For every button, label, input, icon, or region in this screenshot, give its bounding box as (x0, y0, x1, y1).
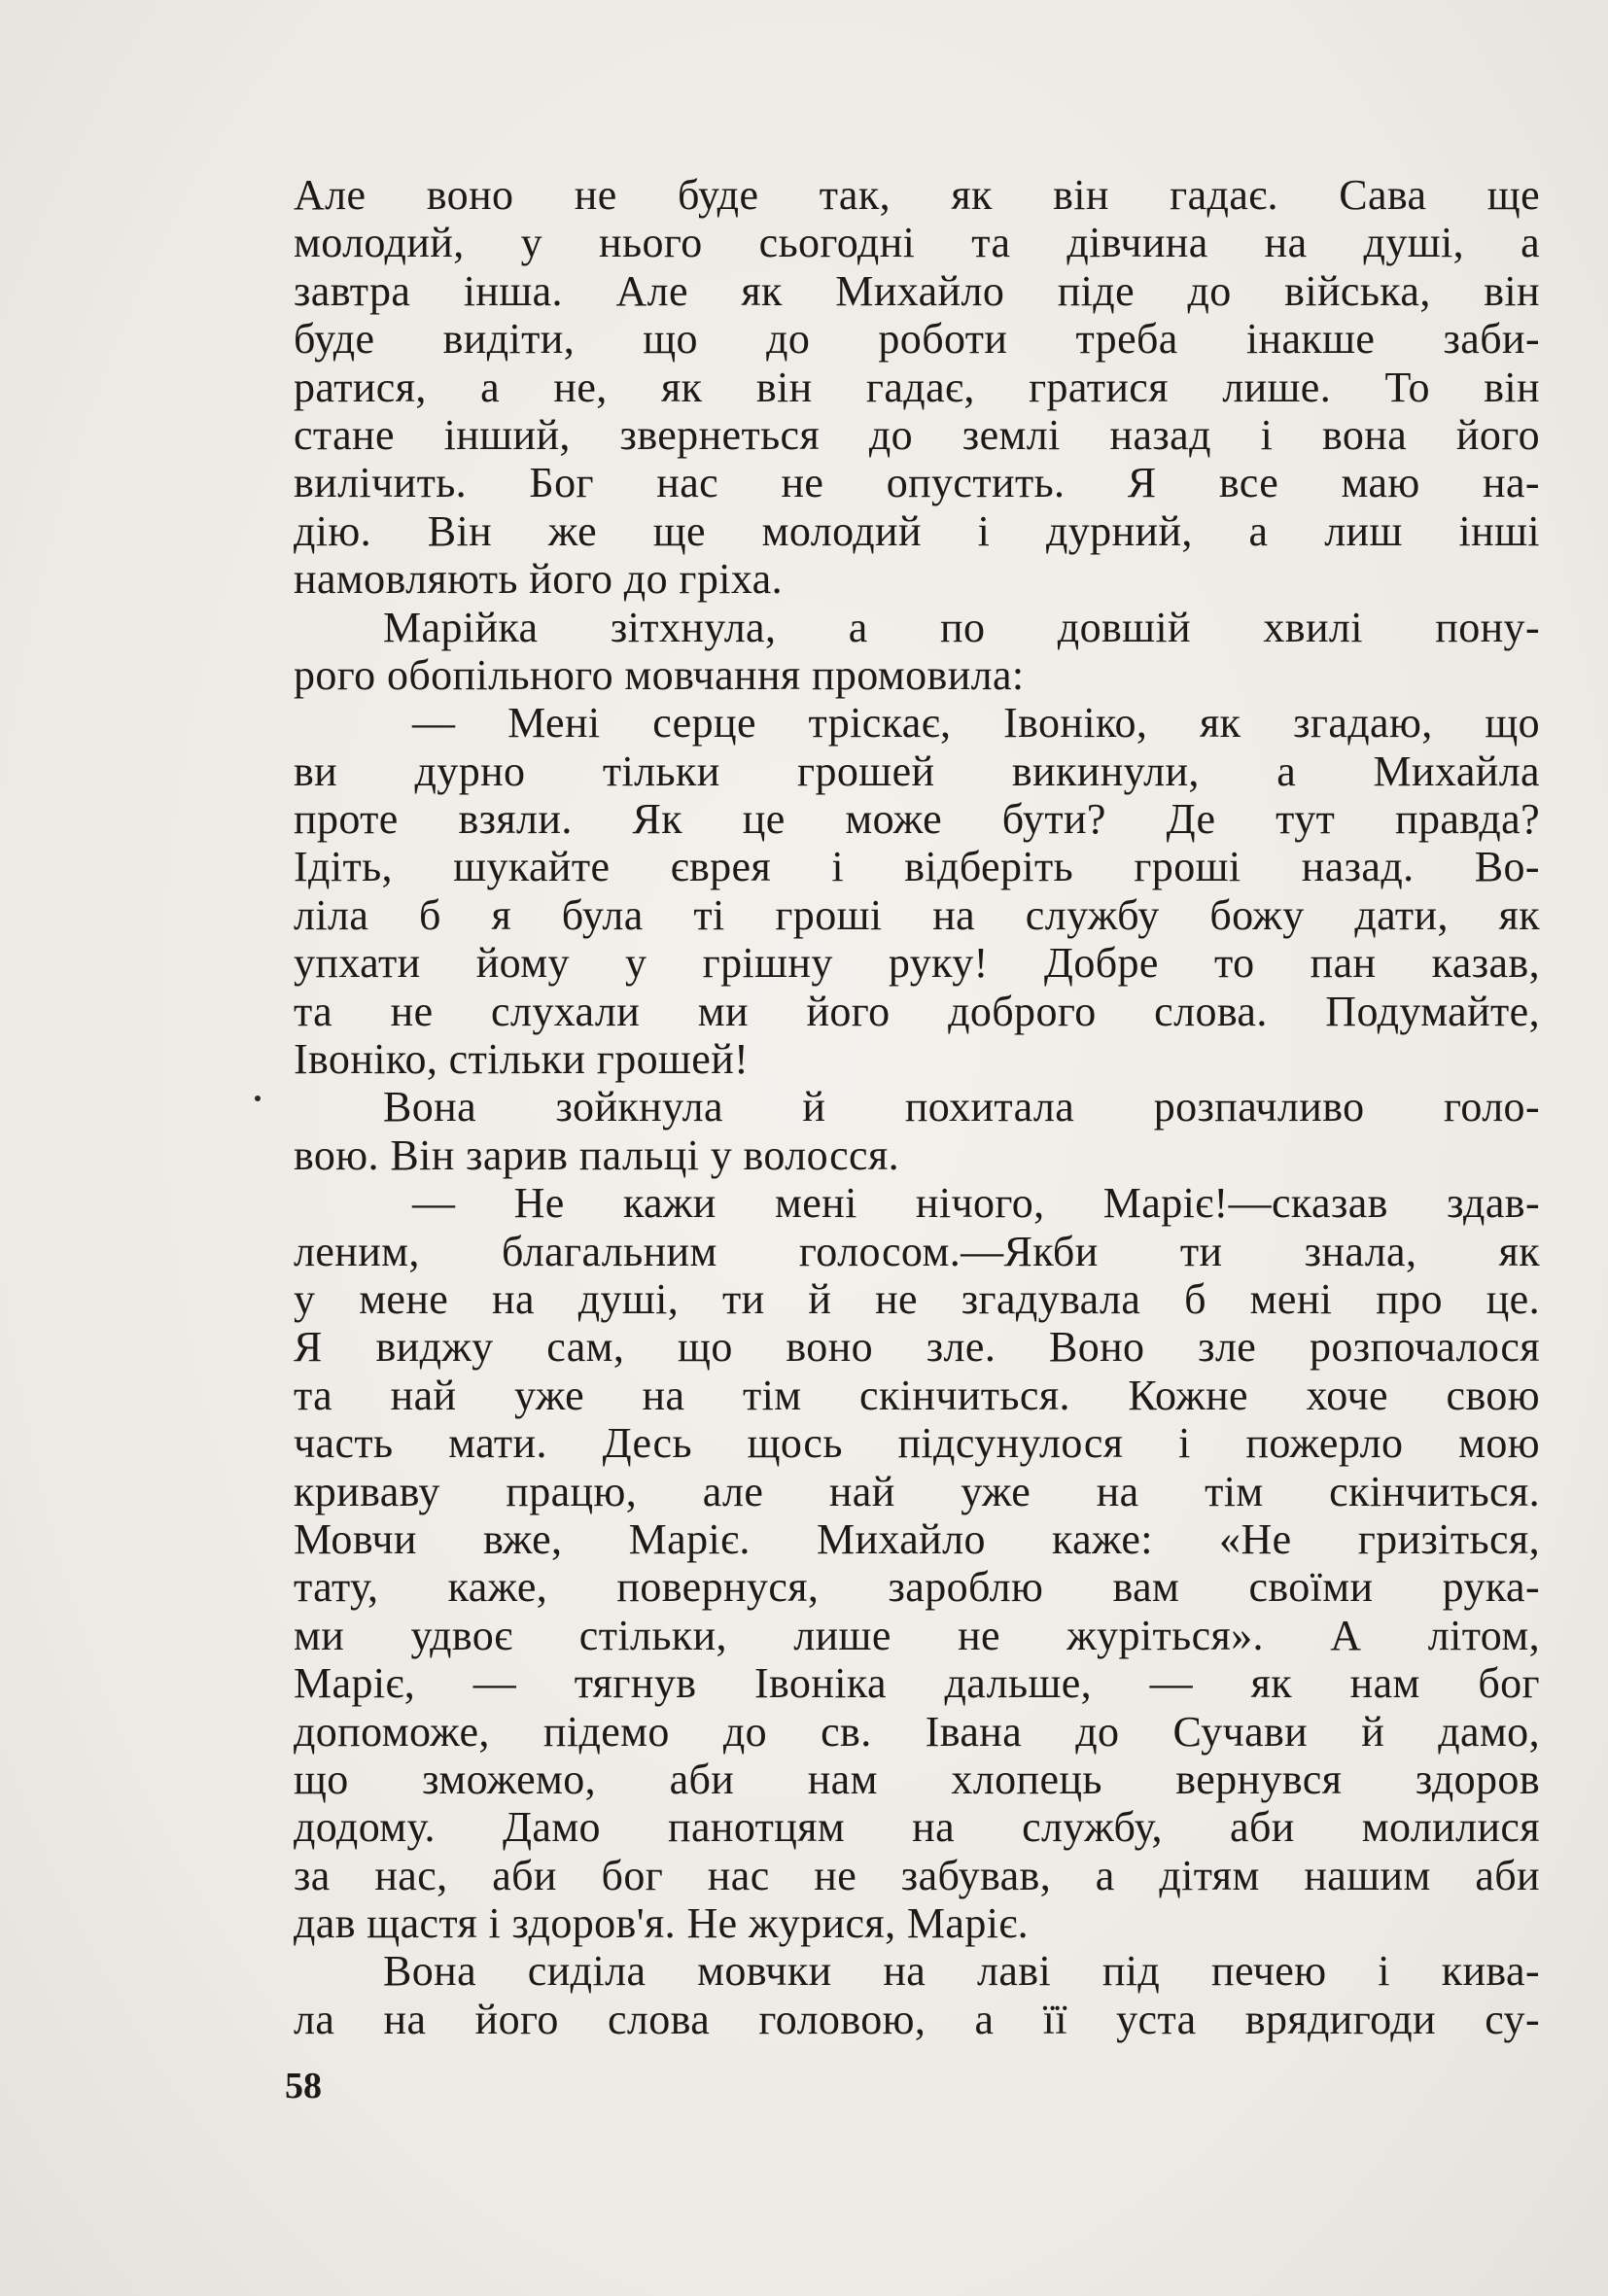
text-line: вилічить. Бог нас не опустить. Я все маю на- (294, 459, 1540, 507)
text-line: намовляють його до гріха. (294, 555, 784, 604)
text-line: у мене на душі, ти й не згадувала б мені про це. (294, 1274, 1540, 1323)
text-line: ми удвоє стільки, лише не журіться». А літом, (294, 1611, 1540, 1659)
text-line: дію. Він же ще молодий і дурний, а лиш інші (294, 506, 1540, 555)
text-line: Марійка зітхнула, а по довшій хвилі пону- (383, 603, 1540, 651)
text-line: часть мати. Десь щось підсунулося і пожерло мою (294, 1419, 1540, 1468)
text-line: тату, каже, повернуся, зароблю вам своїми рука- (294, 1563, 1540, 1612)
text-line: молодий, у нього сьогодні та дівчина на душі, а (294, 219, 1540, 267)
text-line: проте взяли. Як це може бути? Де тут правда? (294, 795, 1540, 844)
text-line: Івоніко, стільки грошей! (294, 1035, 750, 1084)
text-line: Маріє, — тягнув Івоніка дальше, — як нам бог (294, 1659, 1540, 1708)
text-line: Вона сиділа мовчки на лаві під печею і кива- (383, 1947, 1540, 1996)
text-line: дав щастя і здоров'я. Не журися, Маріє. (294, 1899, 1030, 1948)
text-line: леним, благальним голосом.—Якби ти знала, як (294, 1227, 1540, 1275)
text-line: упхати йому у грішну руку! Добре то пан казав, (294, 939, 1540, 988)
text-line: що зможемо, аби нам хлопець вернувся здоров (294, 1755, 1540, 1803)
print-speck (255, 1096, 261, 1101)
text-line: рого обопільного мовчання промовила: (294, 650, 1025, 699)
text-line: Ідіть, шукайте єврея і відберіть гроші назад. Во- (294, 843, 1540, 891)
text-line: Я виджу сам, що воно зле. Воно зле розпочалося (294, 1323, 1540, 1372)
text-line: буде видіти, що до роботи треба інакше заби- (294, 315, 1540, 364)
page-number: 58 (285, 2066, 322, 2106)
text-line: ла на його слова головою, а її уста врядигоди су- (294, 1995, 1540, 2043)
text-line: Вона зойкнула й похитала розпачливо голо- (383, 1083, 1540, 1131)
text-line: додому. Дамо панотцям на службу, аби молилися (294, 1803, 1540, 1852)
text-line: — Мені серце тріскає, Івоніко, як згадаю, що (412, 699, 1540, 748)
text-line: ліла б я була ті гроші на службу божу дати, як (294, 890, 1540, 939)
body-text (294, 171, 1540, 2043)
text-line: ви дурно тільки грошей викинули, а Михайла (294, 747, 1540, 795)
text-line: криваву працю, але най уже на тім скінчиться. (294, 1467, 1540, 1515)
text-line: стане інший, звернеться до землі назад і вона його (294, 410, 1540, 459)
text-line: Мовчи вже, Маріє. Михайло каже: «Не гризіться, (294, 1514, 1540, 1563)
text-line: за нас, аби бог нас не забував, а дітям нашим аби (294, 1851, 1540, 1899)
text-line: та не слухали ми його доброго слова. Подумайте, (294, 987, 1540, 1035)
text-line: вою. Він зарив пальці у волосся. (294, 1131, 899, 1179)
text-line: завтра інша. Але як Михайло піде до війська, він (294, 266, 1540, 315)
text-line: — Не кажи мені нічого, Маріє!—сказав здав- (412, 1179, 1540, 1228)
text-line: ратися, а не, як він гадає, гратися лише. То він (294, 363, 1540, 411)
text-line: Але воно не буде так, як він гадає. Сава ще (294, 171, 1540, 219)
text-line: допоможе, підемо до св. Івана до Сучави й дамо, (294, 1707, 1540, 1756)
text-line: та най уже на тім скінчиться. Кожне хоче свою (294, 1371, 1540, 1419)
